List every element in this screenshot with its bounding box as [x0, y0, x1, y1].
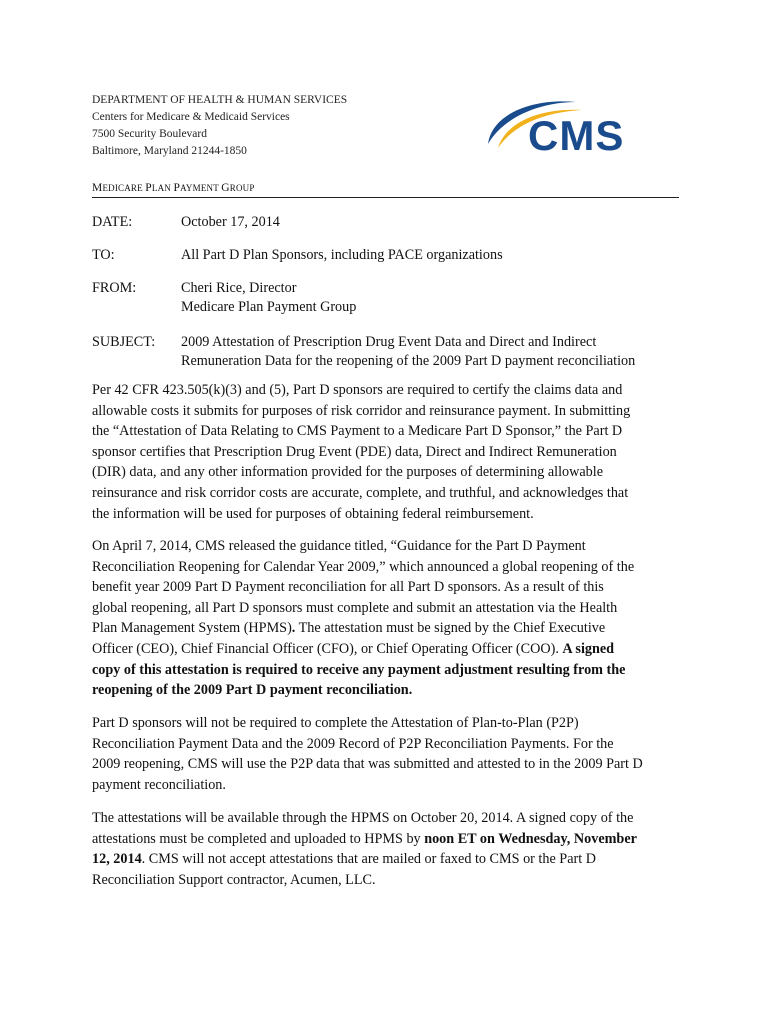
paragraph-line: payment reconciliation.: [92, 776, 226, 793]
date-value: October 17, 2014: [181, 214, 280, 230]
paragraph-line: attestations must be completed and uploaded to HPMS by noon ET on Wednesday, November: [92, 830, 637, 847]
paragraph-p2p: [92, 713, 684, 795]
address-line-agency: Centers for Medicare & Medicaid Services: [92, 111, 290, 123]
paragraph-line: reopening of the 2009 Part D payment reconciliation.: [92, 682, 413, 699]
paragraph-line: allowable costs it submits for purposes of risk corridor and reinsurance payment. In submitting: [92, 402, 631, 419]
paragraph-certification: [92, 380, 684, 524]
paragraph-line: 12, 2014. CMS will not accept attestations that are mailed or faxed to CMS or the Part D: [92, 851, 596, 868]
paragraph-line: Plan Management System (HPMS). The attestation must be signed by the Chief Executive: [92, 620, 606, 637]
paragraph-line: the information will be used for purposes of obtaining federal reimbursement.: [92, 505, 534, 522]
paragraph-line: Reconciliation Reopening for Calendar Year 2009,” which announced a global reopening of the: [92, 558, 635, 575]
paragraph-line: sponsor certifies that Prescription Drug Event (PDE) data, Direct and Indirect Remuneration: [92, 443, 617, 460]
paragraph-line: benefit year 2009 Part D Payment reconciliation for all Part D sponsors. As a result of this: [92, 579, 604, 596]
to-value: All Part D Plan Sponsors, including PACE organizations: [181, 247, 503, 263]
paragraph-line: copy of this attestation is required to receive any payment adjustment resulting from the: [92, 661, 626, 678]
subject-label: SUBJECT:: [92, 334, 156, 350]
paragraph-deadline: [92, 808, 684, 890]
paragraph-line: Reconciliation Support contractor, Acumen, LLC.: [92, 871, 376, 888]
subject-line-1: 2009 Attestation of Prescription Drug Event Data and Direct and Indirect: [181, 334, 597, 350]
address-line-city: Baltimore, Maryland 21244-1850: [92, 145, 247, 157]
from-label: FROM:: [92, 280, 137, 296]
paragraph-line: reinsurance and risk corridor costs are accurate, complete, and truthful, and acknowledges that: [92, 484, 629, 501]
paragraph-line: The attestations will be available through the HPMS on October 20, 2014. A signed copy of the: [92, 810, 634, 826]
paragraph-line: (DIR) data, and any other information provided for the purposes of determining allowable: [92, 464, 603, 481]
heading-rule: [92, 197, 679, 198]
paragraph-line: Officer (CEO), Chief Financial Officer (CFO), or Chief Operating Officer (COO). A signed: [92, 640, 615, 657]
logo-wordmark: CMS: [528, 112, 625, 159]
paragraph-line: the “Attestation of Data Relating to CMS Payment to a Medicare Part D Sponsor,” the Part D: [92, 423, 623, 440]
from-name: Cheri Rice, Director: [181, 280, 297, 296]
paragraph-line: On April 7, 2014, CMS released the guidance titled, “Guidance for the Part D Payment: [92, 538, 586, 554]
address-line-street: 7500 Security Boulevard: [92, 128, 207, 140]
from-org: Medicare Plan Payment Group: [181, 299, 357, 315]
paragraph-line: Per 42 CFR 423.505(k)(3) and (5), Part D sponsors are required to certify the claims data and: [92, 382, 623, 398]
paragraph-reopening: [92, 536, 684, 701]
date-label: DATE:: [92, 214, 133, 230]
paragraph-line: global reopening, all Part D sponsors must complete and submit an attestation via the Health: [92, 599, 618, 616]
letterhead-address: [92, 92, 347, 160]
subject-line-2: Remuneration Data for the reopening of the 2009 Part D payment reconciliation: [181, 353, 636, 369]
paragraph-line: Reconciliation Payment Data and the 2009 Record of P2P Reconciliation Payments. For the: [92, 735, 614, 752]
to-label: TO:: [92, 247, 115, 263]
address-line-department: DEPARTMENT OF HEALTH & HUMAN SERVICES: [92, 94, 348, 106]
paragraph-line: Part D sponsors will not be required to complete the Attestation of Plan-to-Plan (P2P): [92, 715, 579, 731]
paragraph-line: 2009 reopening, CMS will use the P2P data that was submitted and attested to in the 2009 Part D: [92, 756, 643, 773]
cms-logo: [484, 92, 659, 162]
group-heading: MEDICARE PLAN PAYMENT GROUP: [92, 182, 255, 194]
